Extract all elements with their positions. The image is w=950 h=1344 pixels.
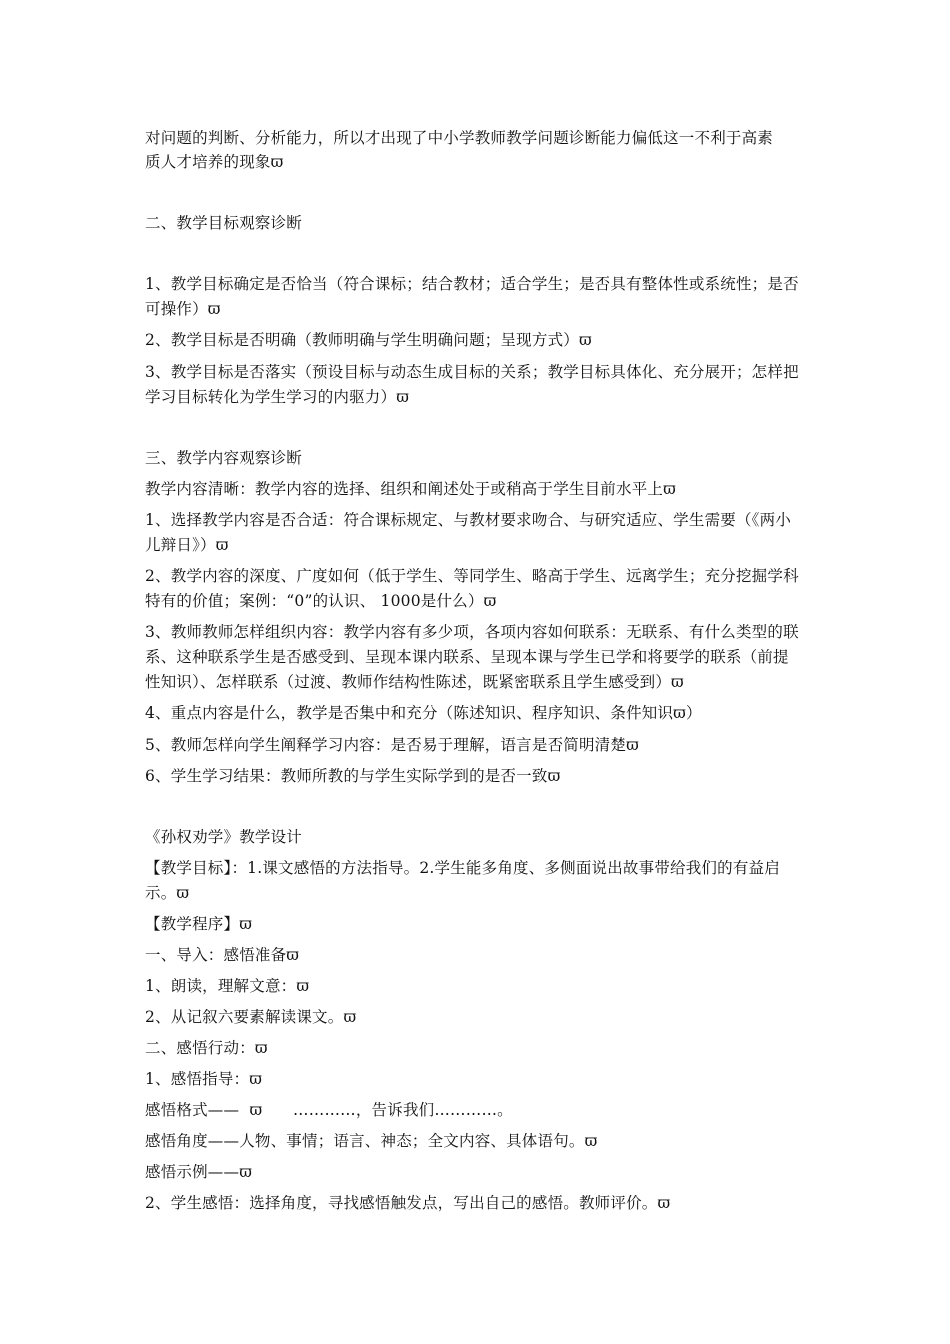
text-line: 二、感悟行动：ϖ xyxy=(145,1039,268,1057)
text-line: 3、教师教师怎样组织内容：教学内容有多少项，各项内容如何联系：无联系、有什么类型的联 xyxy=(145,623,799,641)
section-heading: 三、教学内容观察诊断 xyxy=(145,449,303,467)
text-line: 2、从记叙六要素解读课文。ϖ xyxy=(145,1008,357,1026)
section-heading: 《孙权劝学》教学设计 xyxy=(145,828,303,846)
text-line: 【教学程序】ϖ xyxy=(145,915,253,933)
text-line: 2、学生感悟：选择角度，寻找感悟触发点，写出自己的感悟。教师评价。ϖ xyxy=(145,1194,671,1212)
text-line: 示。ϖ xyxy=(145,884,190,902)
text-line: 1、感悟指导：ϖ xyxy=(145,1070,263,1088)
text-line: 教学内容清晰：教学内容的选择、组织和阐述处于或稍高于学生目前水平上ϖ xyxy=(145,480,676,498)
text-line: 儿辩日》）ϖ xyxy=(145,536,229,554)
text-line: 可操作）ϖ xyxy=(145,300,221,318)
text-line: 对问题的判断、分析能力，所以才出现了中小学教师教学问题诊断能力偏低这一不利于高素 xyxy=(145,129,774,147)
text-line: 1、选择教学内容是否合适：符合课标规定、与教材要求吻合、与研究适应、学生需要（《两小 xyxy=(145,511,792,529)
text-line: 1、朗读，理解文意：ϖ xyxy=(145,977,310,995)
text-line: 5、教师怎样向学生阐释学习内容：是否易于理解，语言是否简明清楚ϖ xyxy=(145,736,639,754)
text-line: 系、这种联系学生是否感受到、呈现本课内联系、呈现本课与学生已学和将要学的联系（前提 xyxy=(145,648,789,666)
text-line: 特有的价值；案例：“0”的认识、 1000是什么）ϖ xyxy=(145,592,497,610)
text-line: 1、教学目标确定是否恰当（符合课标；结合教材；适合学生；是否具有整体性或系统性；是否 xyxy=(145,275,799,293)
text-line: 【教学目标】：1.课文感悟的方法指导。2.学生能多角度、多侧面说出故事带给我们的有益启 xyxy=(145,859,780,877)
text-line: 感悟示例——ϖ xyxy=(145,1163,253,1181)
text-line: 一、导入：感悟准备ϖ xyxy=(145,946,300,964)
text-line: 3、教学目标是否落实（预设目标与动态生成目标的关系；教学目标具体化、充分展开；怎样把 xyxy=(145,363,799,381)
text-line: 4、重点内容是什么，教学是否集中和充分（陈述知识、程序知识、条件知识ϖ） xyxy=(145,704,702,722)
section-heading: 二、教学目标观察诊断 xyxy=(145,214,303,232)
text-line: 2、教学目标是否明确（教师明确与学生明确问题；呈现方式）ϖ xyxy=(145,331,592,349)
text-line: 性知识）、怎样联系（过渡、教师作结构性陈述，既紧密联系且学生感受到）ϖ xyxy=(145,673,684,691)
text-line: 质人才培养的现象ϖ xyxy=(145,153,284,171)
text-line: 感悟格式—— ϖ …………，告诉我们…………。 xyxy=(145,1101,513,1119)
text-line: 感悟角度——人物、事情；语言、神态；全文内容、具体语句。ϖ xyxy=(145,1132,598,1150)
text-line: 6、学生学习结果：教师所教的与学生实际学到的是否一致ϖ xyxy=(145,767,561,785)
text-line: 2、教学内容的深度、广度如何（低于学生、等同学生、略高于学生、远离学生；充分挖掘学科 xyxy=(145,567,799,585)
text-line: 学习目标转化为学生学习的内驱力）ϖ xyxy=(145,388,410,406)
